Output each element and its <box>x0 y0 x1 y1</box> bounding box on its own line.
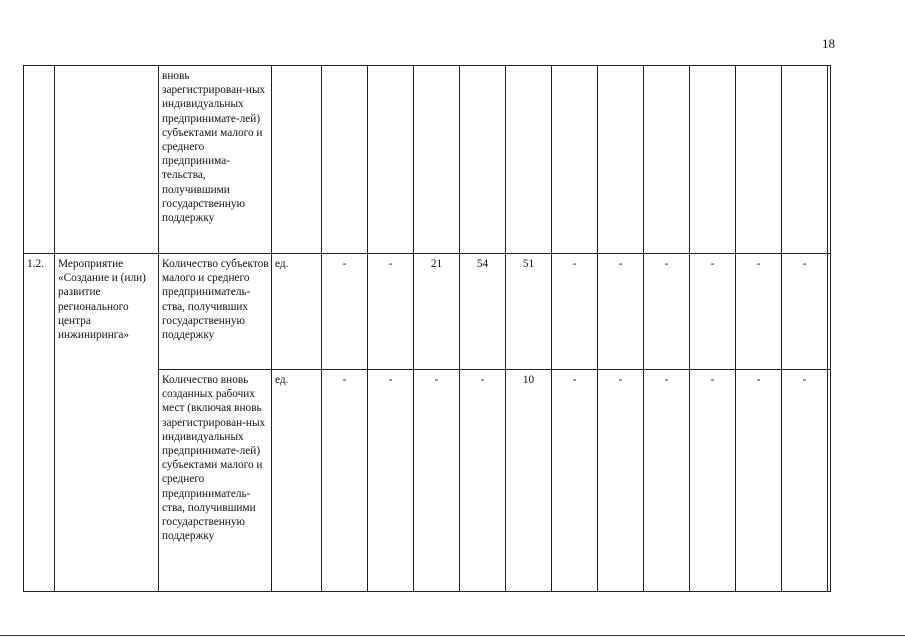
value-cell <box>690 66 736 254</box>
value-cell: - <box>782 370 828 592</box>
value-cell: 54 <box>460 254 506 370</box>
value-cell: - <box>736 254 782 370</box>
value-cell: - <box>552 370 598 592</box>
value-cell <box>644 66 690 254</box>
table-row <box>24 254 831 370</box>
value-cell <box>782 66 828 254</box>
value-cell <box>828 66 831 254</box>
value-cell: - <box>690 254 736 370</box>
value-cell: - <box>690 370 736 592</box>
value-cell: - <box>460 370 506 592</box>
value-cell: - <box>368 370 414 592</box>
value-cell <box>736 66 782 254</box>
value-cell: - <box>782 254 828 370</box>
value-cell <box>828 370 831 592</box>
value-cell <box>552 66 598 254</box>
value-cell: - <box>644 254 690 370</box>
indicator-cell: Количество субъектов малого и среднего предприниматель-ства, получивших государственную поддержку <box>159 254 272 370</box>
value-cell <box>322 66 368 254</box>
value-cell: - <box>736 370 782 592</box>
value-cell: 51 <box>506 254 552 370</box>
unit-cell <box>272 66 322 254</box>
bottom-divider <box>0 635 905 636</box>
value-cell <box>506 66 552 254</box>
value-cell: - <box>368 254 414 370</box>
value-cell: - <box>552 254 598 370</box>
row-number-cell: 1.2. <box>24 254 55 592</box>
value-cell <box>828 254 831 370</box>
table-row <box>24 66 831 254</box>
indicator-cell: вновь зарегистрирован-ных индивидуальных предпринимате-лей) субъектами малого и среднего предпринима-тельства, получившими государственную поддержку <box>159 66 272 254</box>
indicator-cell: Количество вновь созданных рабочих мест (включая вновь зарегистрирован-ных индивидуальных предпринимате-лей) субъектами малого и среднего предприниматель-ства, получившими государственную поддержку <box>159 370 272 592</box>
measure-cell: Мероприятие «Создание и (или) развитие регионального центра инжиниринга» <box>55 254 159 592</box>
value-cell: 21 <box>414 254 460 370</box>
value-cell: - <box>598 254 644 370</box>
row-number-cell <box>24 66 55 254</box>
page-number: 18 <box>822 36 835 51</box>
measure-cell <box>55 66 159 254</box>
value-cell: - <box>322 370 368 592</box>
value-cell: - <box>644 370 690 592</box>
unit-cell: ед. <box>272 254 322 370</box>
value-cell <box>414 66 460 254</box>
unit-cell: ед. <box>272 370 322 592</box>
value-cell <box>368 66 414 254</box>
value-cell: - <box>322 254 368 370</box>
value-cell <box>598 66 644 254</box>
indicators-table <box>23 65 831 592</box>
value-cell <box>460 66 506 254</box>
value-cell: - <box>414 370 460 592</box>
value-cell: - <box>598 370 644 592</box>
value-cell: 10 <box>506 370 552 592</box>
